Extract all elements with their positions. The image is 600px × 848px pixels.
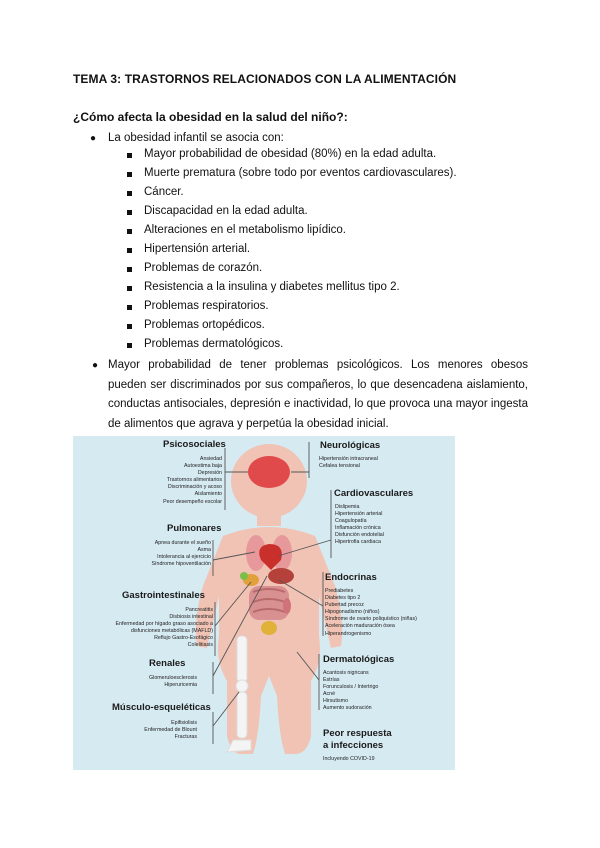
category-dermatologicas-title: Dermatológicas bbox=[323, 654, 395, 665]
obesity-consequences-figure bbox=[73, 436, 455, 770]
figure-item: Fracturas bbox=[174, 734, 197, 741]
figure-item: Hipertensión intracraneal bbox=[319, 456, 378, 462]
category-endocrinas-title: Endocrinas bbox=[325, 572, 377, 583]
figure-item: Diabetes tipo 2 bbox=[325, 595, 361, 602]
sub-list-item-text: Problemas de corazón. bbox=[144, 262, 263, 274]
category-psicosociales-title: Psicosociales bbox=[163, 439, 226, 450]
sub-list-item-text: Alteraciones en el metabolismo lipídico. bbox=[144, 224, 346, 236]
sub-list-item bbox=[127, 319, 265, 331]
infecciones-title-line1: Peor respuesta bbox=[323, 728, 392, 739]
sub-list-item-text: Resistencia a la insulina y diabetes mellitus tipo 2. bbox=[144, 281, 400, 293]
figure-item: Enfermedad por hígado graso asociado a bbox=[115, 621, 213, 628]
category-pulmonares-items bbox=[152, 540, 211, 568]
category-cardiovasculares-items bbox=[335, 504, 384, 547]
figure-item: Dislipemia bbox=[335, 504, 360, 510]
figure-item: Depresión bbox=[197, 470, 222, 477]
sub-list-item-text: Muerte prematura (sobre todo por eventos cardiovasculares). bbox=[144, 167, 457, 179]
category-endocrinas-items bbox=[325, 588, 417, 638]
sub-list-item-text: Discapacidad en la edad adulta. bbox=[144, 205, 308, 217]
bullet-item bbox=[90, 129, 284, 148]
section-question: ¿Cómo afecta la obesidad en la salud del niño?: bbox=[73, 110, 348, 124]
figure-item: Coagulopatía bbox=[335, 518, 367, 525]
square-bullet-icon bbox=[127, 324, 132, 329]
sub-list-item-text: Cáncer. bbox=[144, 186, 184, 198]
category-renales-title: Renales bbox=[149, 658, 186, 669]
figure-item: Aislamiento bbox=[194, 491, 222, 498]
figure-item: Disfunción endotelial bbox=[335, 532, 384, 539]
figure-item: Acantosis nigricans bbox=[323, 670, 369, 676]
figure-item: Aumento sudoración bbox=[323, 705, 372, 712]
square-bullet-icon bbox=[127, 248, 132, 253]
sub-list-item-text: Problemas ortopédicos. bbox=[144, 319, 265, 331]
sub-list-item bbox=[127, 338, 283, 350]
figure-item: Trastornos alimentarios bbox=[166, 477, 222, 484]
figure-item: Pubertad precoz bbox=[325, 602, 364, 609]
category-neurologicas-items bbox=[319, 456, 378, 470]
figure-item: Discriminación y acoso bbox=[167, 484, 222, 491]
square-bullet-icon bbox=[127, 153, 132, 158]
figure-item: Estrías bbox=[323, 677, 340, 684]
figure-item: Pancreatitis bbox=[185, 607, 213, 613]
bullet-text: Mayor probabilidad de tener problemas psicológicos. Los menores obesos pueden ser discriminados por sus compañeros, lo que desencadena aislamiento, conductas antisociales, depresión e inactividad, lo que provoca una mayor ingesta de alimentos que agrava y perpetúa la obesidad inicial. bbox=[108, 359, 528, 430]
figure-item: Forunculosis / Intertrigo bbox=[323, 684, 379, 691]
sub-list-item bbox=[127, 186, 184, 198]
sub-list-item bbox=[127, 243, 250, 255]
sub-list-item bbox=[127, 300, 269, 312]
category-gastrointestinales-items bbox=[116, 607, 213, 650]
figure-item: Peor desempeño escolar bbox=[163, 498, 222, 505]
square-bullet-icon bbox=[127, 210, 132, 215]
figure-item: Acné bbox=[323, 691, 336, 698]
figure-item: Hipertensión arterial bbox=[335, 511, 383, 518]
figure-item: Intolerancia al ejercicio bbox=[157, 554, 211, 561]
sub-list-item bbox=[127, 148, 436, 160]
figure-item: Disbiosis intestinal bbox=[169, 614, 213, 621]
category-gastrointestinales-title: Gastrointestinales bbox=[122, 590, 205, 601]
square-bullet-icon bbox=[127, 229, 132, 234]
category-cardiovasculares-title: Cardiovasculares bbox=[334, 488, 414, 499]
figure-item: Inflamación crónica bbox=[335, 525, 381, 532]
sub-list-item-text: Problemas respiratorios. bbox=[144, 300, 269, 312]
figure-item: Asma bbox=[197, 547, 211, 554]
figure-item: Hiperandrogenismo bbox=[325, 630, 372, 637]
category-pulmonares-title: Pulmonares bbox=[167, 523, 222, 534]
category-musculo-title: Músculo-esqueléticas bbox=[112, 702, 211, 713]
sub-list-item bbox=[127, 281, 400, 293]
figure-item: Hipertrofia cardiaca bbox=[335, 539, 381, 546]
figure-item: Glomeruloesclerosis bbox=[149, 675, 197, 681]
category-infecciones-title bbox=[323, 728, 392, 752]
category-musculo-items bbox=[144, 720, 197, 741]
figure-item: Prediabetes bbox=[325, 588, 354, 594]
bullet-dot: ● bbox=[90, 133, 97, 144]
sub-list-item bbox=[127, 167, 457, 179]
bullet-dot: ● bbox=[92, 360, 99, 371]
figure-item: Colelitiasis bbox=[187, 642, 213, 649]
square-bullet-icon bbox=[127, 343, 132, 348]
sub-list-item bbox=[127, 205, 308, 217]
brain bbox=[248, 456, 290, 488]
figure-item: Hirsutismo bbox=[323, 698, 349, 705]
category-neurologicas-title: Neurológicas bbox=[320, 440, 381, 451]
figure-item: Hipogonadismo (niños) bbox=[325, 609, 380, 616]
figure-item: Incluyendo COVID-19 bbox=[323, 756, 375, 762]
figure-item: Enfermedad de Blount bbox=[144, 727, 197, 734]
figure-item: Epifisiolisis bbox=[171, 720, 197, 726]
square-bullet-icon bbox=[127, 191, 132, 196]
square-bullet-icon bbox=[127, 286, 132, 291]
square-bullet-icon bbox=[127, 172, 132, 177]
bullet-item bbox=[92, 356, 528, 434]
figure-item: Apnea durante el sueño bbox=[154, 540, 211, 546]
figure-item: Síndrome hipoventilación bbox=[151, 561, 211, 568]
sub-list-item bbox=[127, 262, 262, 274]
category-psicosociales-items bbox=[163, 456, 222, 506]
category-dermatologicas-items bbox=[323, 670, 378, 713]
figure-item: Hiperuricemia bbox=[164, 682, 197, 689]
sub-list-item-text: Hipertensión arterial. bbox=[144, 243, 251, 255]
category-renales-items bbox=[149, 675, 197, 689]
figure-item: Reflujo Gastro-Esofágico bbox=[154, 635, 213, 642]
bullet-text: La obesidad infantil se asocia con: bbox=[108, 132, 284, 144]
square-bullet-icon bbox=[127, 305, 132, 310]
sub-list-item-text: Problemas dermatológicos. bbox=[144, 338, 284, 350]
sub-list-item bbox=[127, 224, 346, 236]
category-infecciones-items bbox=[323, 756, 375, 763]
infecciones-title-line2: a infecciones bbox=[323, 740, 384, 751]
figure-item: Cefalea tensional bbox=[319, 463, 360, 470]
figure-item: disfunciones metabólicas (MAFLD) bbox=[130, 628, 213, 635]
page-title: TEMA 3: TRASTORNOS RELACIONADOS CON LA ALIMENTACIÓN bbox=[73, 72, 457, 86]
figure-item: Aceleración maduración ósea bbox=[325, 623, 395, 630]
figure-item: Síndrome de ovario poliquístico (niñas) bbox=[325, 616, 417, 623]
square-bullet-icon bbox=[127, 267, 132, 272]
figure-item: Ansiedad bbox=[199, 456, 222, 462]
figure-item: Autoestima baja bbox=[184, 463, 222, 470]
sub-list-item-text: Mayor probabilidad de obesidad (80%) en la edad adulta. bbox=[144, 148, 437, 160]
